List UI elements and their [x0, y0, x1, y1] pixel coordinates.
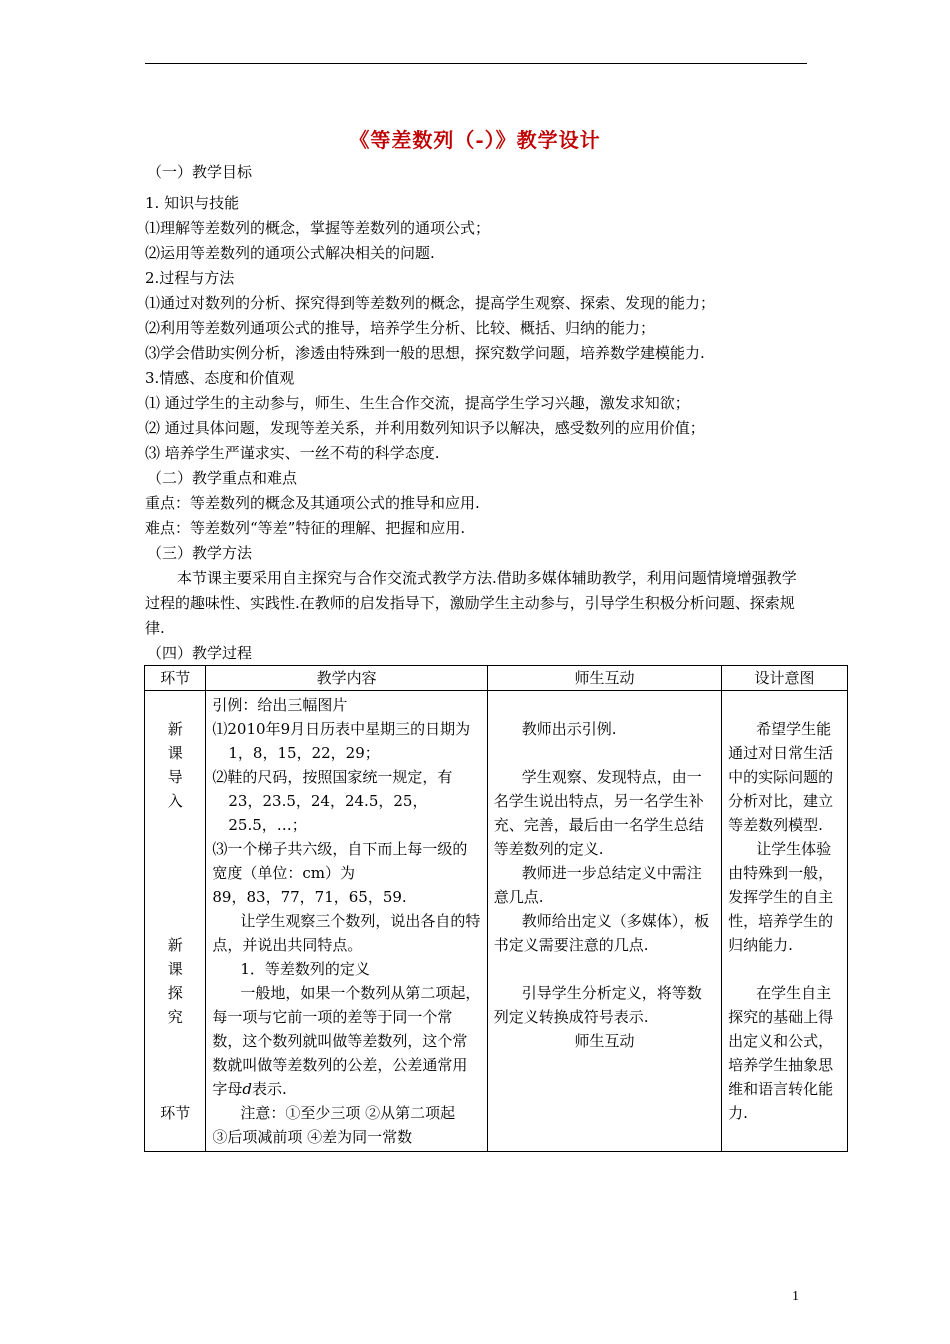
content-line: 一般地，如果一个数列从第二项起，每一项与它前一项的差等于同一个常数，这个数列就叫做等差数列，这个常数就叫做等差数列的公差，公差通常用字母	[212, 984, 481, 1098]
knowledge-heading: 1. 知识与技能	[145, 194, 240, 212]
methods-paragraph: 本节课主要采用自主探究与合作交流式教学方法.借助多媒体辅助教学，利用问题情境增强教学过程的趣味性、实践性.在教师的启发指导下，激励学生主动参与，引导学生积极分析问题、探索规律.	[145, 569, 797, 637]
content-line: 让学生观察三个数列，说出各自的特点，并说出共同特点。	[212, 912, 481, 954]
document-title: 《等差数列（-）》教学设计	[349, 128, 601, 152]
table-row	[145, 691, 848, 1152]
content-line: 1．等差数列的定义	[240, 960, 370, 978]
content-line: ⑴2010年9月日历表中星期三的日期为	[212, 720, 471, 738]
emotion-heading: 3.情感、态度和价值观	[145, 369, 295, 387]
column-header: 环节	[145, 666, 206, 691]
stage-char: 课	[167, 744, 183, 762]
content-line: ⑵鞋的尺码，按照国家统一规定，有	[212, 768, 453, 786]
stage-cell	[145, 691, 206, 1152]
interaction-text: 师生互动	[574, 1032, 635, 1050]
interaction-text: 引导学生分析定义，将等数列定义转换成符号表示.	[493, 984, 702, 1026]
process-heading: 2.过程与方法	[145, 269, 235, 287]
process-item: ⑴通过对数列的分析、探究得到等差数列的概念，提高学生观察、探索、发现的能力；	[145, 294, 716, 312]
stage-char: 究	[167, 1008, 183, 1026]
stage-char: 新	[167, 936, 183, 954]
page-number: 1	[792, 1289, 799, 1304]
difficulty-text: 难点：等差数列“等差”特征的理解、把握和应用.	[145, 519, 466, 537]
process-section-heading: （四）教学过程	[147, 644, 253, 662]
focus-text: 重点：等差数列的概念及其通项公式的推导和应用.	[145, 494, 480, 512]
stage-char: 导	[167, 768, 183, 786]
stage-char: 探	[167, 984, 183, 1002]
interaction-text: 教师进一步总结定义中需注意几点.	[493, 864, 702, 906]
interaction-text: 教师出示引例.	[521, 720, 617, 738]
knowledge-item: ⑵运用等差数列的通项公式解决相关的问题.	[145, 244, 435, 262]
content-line: 表示.	[252, 1080, 287, 1098]
content-line: ③后项减前项 ④差为同一常数	[212, 1128, 413, 1146]
content-line: 引例：给出三幅图片	[212, 696, 348, 714]
teaching-process-table	[144, 665, 848, 1152]
content-line: 注意：①至少三项 ②从第二项起	[240, 1104, 456, 1122]
column-header: 设计意图	[722, 666, 848, 691]
column-header: 师生互动	[487, 666, 721, 691]
content-line: ⑶一个梯子共六级，自下而上每一级的宽度（单位：cm）为	[212, 840, 468, 882]
interaction-text: 教师给出定义（多媒体），板书定义需要注意的几点.	[493, 912, 710, 954]
process-item: ⑶学会借助实例分析，渗透由特殊到一般的思想，探究数学问题，培养数学建模能力.	[145, 344, 705, 362]
stage-char: 新	[167, 720, 183, 738]
intent-text: 让学生体验由特殊到一般，发挥学生的自主性，培养学生的归纳能力.	[728, 840, 834, 954]
process-item: ⑵利用等差数列通项公式的推导，培养学生分析、比较、概括、归纳的能力；	[145, 319, 656, 337]
column-header: 教学内容	[206, 666, 487, 691]
intent-text: 在学生自主探究的基础上得出定义和公式，培养学生抽象思维和语言转化能力.	[728, 984, 834, 1122]
variable-d: d	[242, 1080, 253, 1098]
content-line: 23，23.5，24，24.5，25，25.5，…；	[228, 792, 428, 834]
stage-char: 入	[167, 792, 183, 810]
emotion-item: ⑵ 通过具体问题，发现等差关系，并利用数列知识予以解决，感受数列的应用价值；	[145, 419, 705, 437]
interaction-cell	[487, 691, 721, 1152]
content-cell	[206, 691, 487, 1152]
stage-char: 课	[167, 960, 183, 978]
intent-cell	[722, 691, 848, 1152]
content-paragraph	[212, 981, 480, 1101]
header-rule	[145, 63, 807, 64]
interaction-text: 学生观察、发现特点，由一名学生说出特点，另一名学生补充、完善，最后由一名学生总结等差数列的定义.	[493, 768, 704, 858]
objectives-heading: （一）教学目标	[147, 163, 253, 181]
emotion-item: ⑴ 通过学生的主动参与，师生、生生合作交流，提高学生学习兴趣，激发求知欲；	[145, 394, 690, 412]
emotion-item: ⑶ 培养学生严谨求实、一丝不苟的科学态度.	[145, 444, 440, 462]
knowledge-item: ⑴理解等差数列的概念，掌握等差数列的通项公式；	[145, 219, 491, 237]
methods-heading: （三）教学方法	[147, 544, 253, 562]
table-header-row	[145, 666, 848, 691]
content-line: 1，8，15，22，29；	[228, 744, 380, 762]
stage-char: 环节	[160, 1104, 191, 1122]
content-line: 89，83，77，71，65，59.	[212, 888, 407, 906]
intent-text: 希望学生能通过对日常生活中的实际问题的分析对比，建立等差数列模型.	[728, 720, 834, 834]
key-points-heading: （二）教学重点和难点	[147, 469, 298, 487]
document-body	[145, 160, 807, 666]
